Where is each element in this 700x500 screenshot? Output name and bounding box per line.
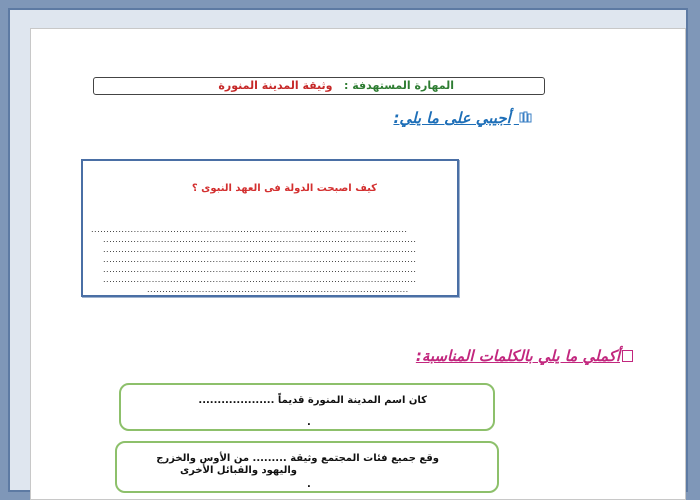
question-text: كيف اصبحت الدولة فى العهد النبوى ؟ xyxy=(191,183,377,194)
page-frame xyxy=(8,8,688,492)
fill-item-text-line2: واليهود والقبائل الأخرى xyxy=(179,465,297,476)
skill-label: المهارة المستهدفة : xyxy=(344,79,454,92)
section2-heading-text: أكملي ما يلي بالكلمات المناسبة: xyxy=(415,347,620,365)
checkbox-icon xyxy=(622,350,633,362)
section1-heading xyxy=(393,109,533,127)
answer-line: ....................................................................................................... xyxy=(103,245,417,254)
answer-line: ....................................................................................................... xyxy=(103,265,417,274)
worksheet-page xyxy=(30,28,686,500)
fill-item-1 xyxy=(119,383,495,431)
section1-heading-text: أجيبي على ما يلي: xyxy=(393,109,511,127)
fill-item-2 xyxy=(115,441,499,493)
end-mark: . xyxy=(307,479,311,490)
answer-line: ....................................................................................................... xyxy=(103,235,417,244)
question-box xyxy=(81,159,459,297)
answer-line: ...................................................................................... xyxy=(147,285,409,294)
answer-line: ....................................................................................................... xyxy=(103,275,417,284)
section2-heading xyxy=(416,347,633,365)
target-skill-box xyxy=(93,77,545,95)
answer-line: ....................................................................................................... xyxy=(103,255,417,264)
answer-line: ........................................................................................................ xyxy=(91,225,408,234)
fill-item-text: كان اسم المدينة المنورة قديماً .................... xyxy=(198,395,427,406)
end-mark: . xyxy=(307,417,311,428)
books-icon xyxy=(514,109,533,127)
skill-value: وثيقة المدينة المنورة xyxy=(218,79,333,92)
fill-item-text: وقع جميع فئات المجتمع وثيقة ......... من الأوس والخزرج xyxy=(156,453,439,464)
